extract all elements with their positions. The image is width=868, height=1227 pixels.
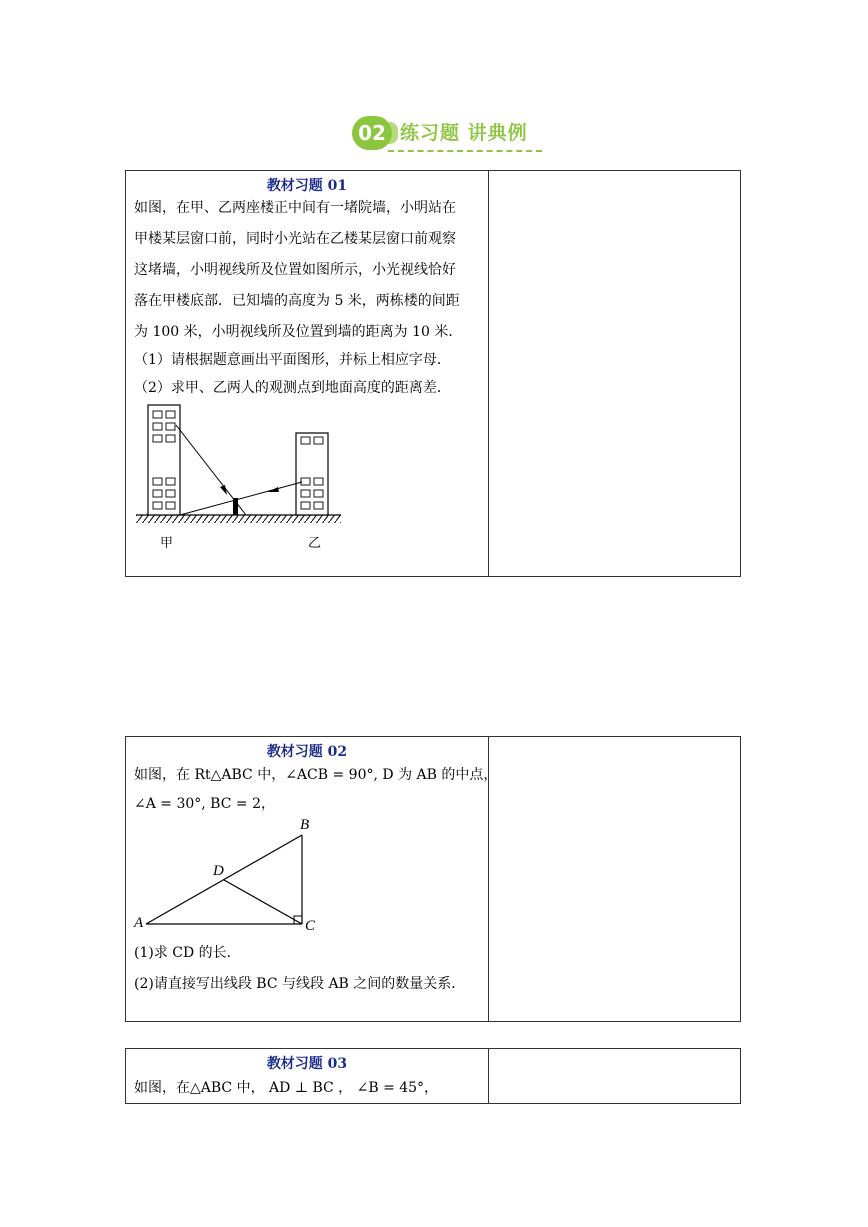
problem-1-title: 教材习题 01 bbox=[266, 178, 348, 194]
vertex-B-label: B bbox=[300, 817, 310, 833]
xiaoming-sightline bbox=[176, 425, 246, 515]
problem-3-box bbox=[125, 1048, 741, 1104]
problem-3-line: 如图，在△ABC 中， AD ⊥ BC ， ∠B = 45°， bbox=[134, 1080, 439, 1096]
building-yi bbox=[296, 433, 328, 515]
problem-1-box bbox=[125, 170, 741, 577]
point-D-label: D bbox=[213, 863, 224, 879]
problem-2-line: ∠A = 30°, BC = 2， bbox=[134, 796, 275, 812]
problem-2-line: 如图，在 Rt△ABC 中，∠ACB = 90°, D 为 AB 的中点， bbox=[134, 767, 498, 783]
segment-CD bbox=[224, 880, 302, 924]
xiaoguang-sightline bbox=[180, 482, 302, 515]
problem-2-box bbox=[125, 736, 741, 1022]
section-title: 练习题 讲典例 bbox=[400, 122, 528, 144]
vertex-A-label: A bbox=[134, 915, 144, 931]
ground-hatch bbox=[136, 515, 341, 523]
vertex-C-label: C bbox=[305, 918, 316, 934]
building-jia-label: 甲 bbox=[160, 536, 174, 551]
section-number-badge: 02 bbox=[352, 116, 392, 150]
problem-1-line: （2）求甲、乙两人的观测点到地面高度的距离差． bbox=[134, 380, 451, 396]
problem-1-line: 落在甲楼底部．已知墙的高度为 5 米，两栋楼的间距 bbox=[134, 293, 460, 309]
arrow-head-2 bbox=[268, 487, 279, 492]
problem-3-title: 教材习题 03 bbox=[266, 1056, 348, 1072]
problem-2-line: (1)求 CD 的长． bbox=[134, 945, 241, 961]
buildings-figure bbox=[126, 401, 366, 531]
problem-2-line: (2)请直接写出线段 BC 与线段 AB 之间的数量关系． bbox=[134, 976, 466, 992]
section-header bbox=[352, 116, 552, 156]
column-divider bbox=[488, 1049, 489, 1103]
problem-1-line: 如图，在甲、乙两座楼正中间有一堵院墙，小明站在 bbox=[134, 200, 456, 216]
problem-1-line: （1）请根据题意画出平面图形，并标上相应字母． bbox=[134, 352, 451, 368]
problem-2-title: 教材习题 02 bbox=[266, 744, 348, 760]
section-underline bbox=[388, 150, 542, 152]
building-yi-label: 乙 bbox=[308, 536, 322, 551]
building-jia bbox=[148, 405, 180, 515]
problem-1-line: 甲楼某层窗口前，同时小光站在乙楼某层窗口前观察 bbox=[134, 231, 456, 247]
problem-1-line: 这堵墙，小明视线所及位置如图所示，小光视线恰好 bbox=[134, 262, 456, 278]
column-divider bbox=[488, 171, 489, 576]
problem-1-line: 为 100 米，小明视线所及位置到墙的距离为 10 米． bbox=[134, 324, 463, 340]
arrow-head-1 bbox=[220, 485, 227, 495]
